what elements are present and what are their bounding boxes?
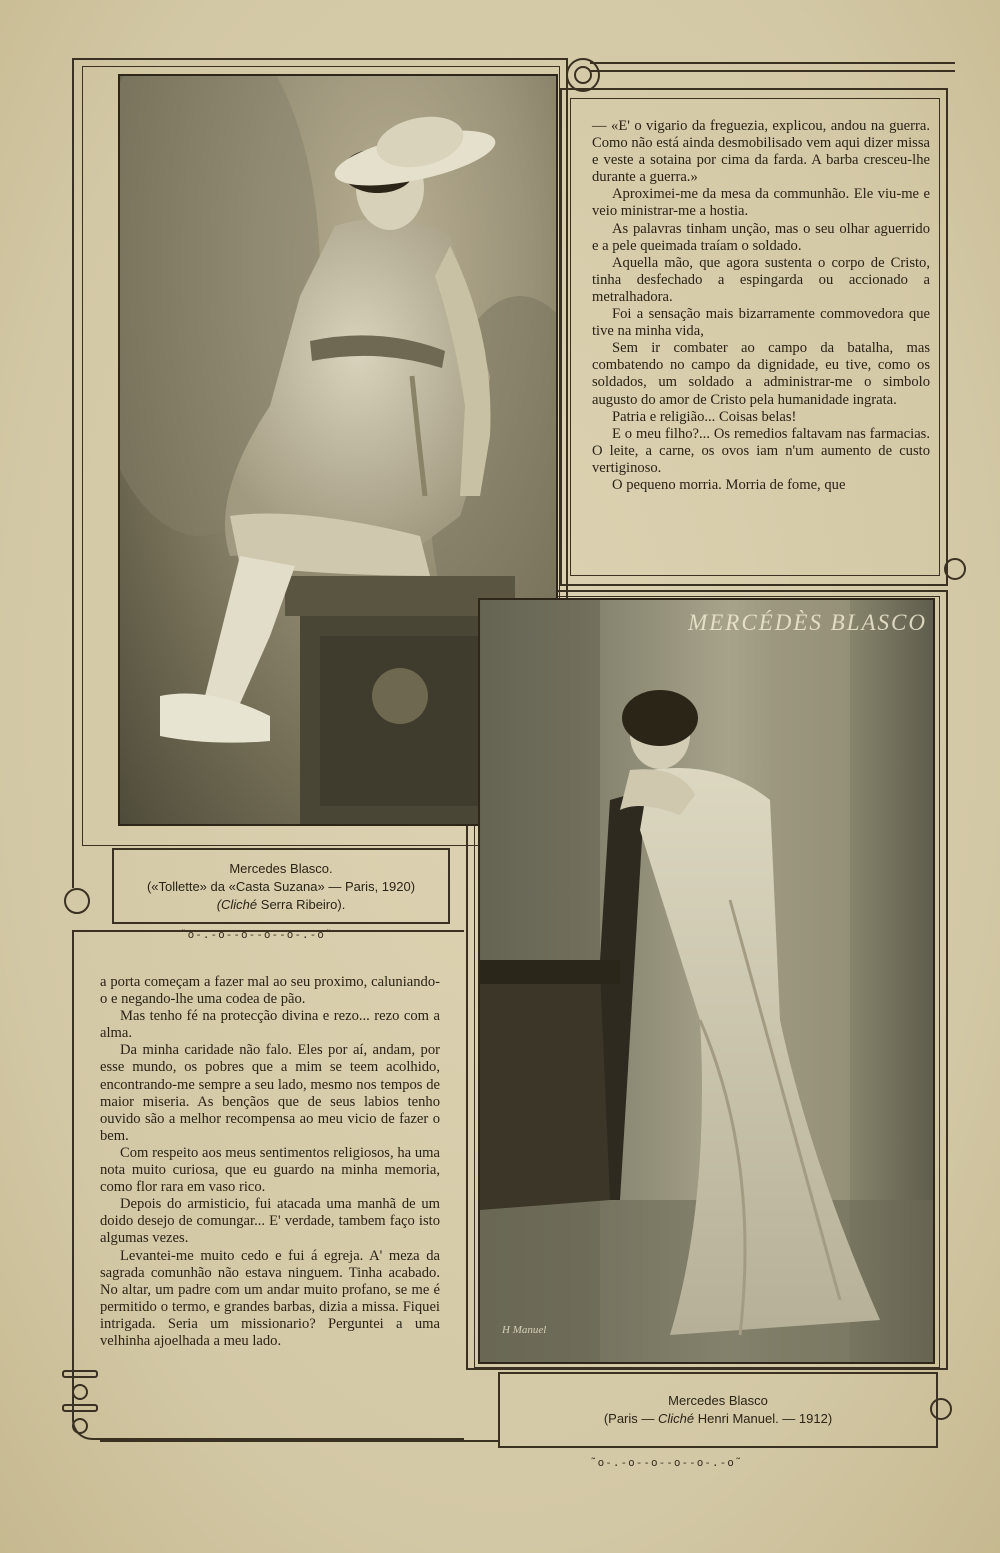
ornament-dots-right: ˜o-.-o--o--o--o-.-o˜ <box>590 1456 743 1469</box>
caption-2-cliche: Cliché <box>658 1411 695 1426</box>
paragraph: Com respeito aos meus sentimentos religiosos, ha uma nota muito curiosa, que eu guardo na minha memoria, como flor rara em vaso rico. <box>100 1144 440 1196</box>
paragraph: Aproximei-me da mesa da communhão. Ele viu-me e veio ministrar-me a hostia. <box>592 186 930 220</box>
paragraph: O pequeno morria. Morria de fome, que <box>612 476 846 493</box>
paragraph: E o meu filho?... Os remedios faltavam nas farmacias. O leite, a carne, os ovos iam n'um aumento de custo vertiginoso. <box>592 425 930 476</box>
photo-2-illustration <box>480 600 935 1364</box>
photo-2-signature: H Manuel <box>502 1324 547 1336</box>
caption-1-credit: Serra Ribeiro). <box>260 897 346 912</box>
ornament-bar <box>62 1404 98 1412</box>
ornament-scroll-right <box>944 558 966 580</box>
photo-mercedes-blasco-1912 <box>478 598 935 1364</box>
caption-photo-1 <box>112 860 450 914</box>
ornament-scroll-top-inner <box>574 66 592 84</box>
ornament-ring <box>72 1384 88 1400</box>
caption-1-cliche: (Cliché <box>216 897 258 912</box>
caption-2-line-2 <box>498 1410 938 1428</box>
paragraph: a porta começam a fazer mal ao seu proximo, caluniando-o e negando-lhe uma codea de pão. <box>100 974 440 1008</box>
paragraph: Foi a sensação mais bizarramente commovedora que tive na minha vida, <box>592 306 930 340</box>
caption-1-line-3 <box>112 896 450 914</box>
paragraph: Levantei-me muito cedo e fui á egreja. A' meza da sagrada comunhão não estava ninguem. Tinha acabado. No altar, um padre com um andar muito profano, se me é permitido o termo, e grandes barbas, dizia a missa. Fiquei intrigada. Seria um missionario? Perguntei a uma velhinha ajoelhada a meu lado. <box>100 1247 440 1349</box>
photo-2-watermark: MERCÉDÈS BLASCO <box>688 610 927 635</box>
ornament-ring <box>72 1418 88 1434</box>
paragraph: Patria e religião... Coisas belas! <box>612 408 797 425</box>
ornament-dots-left: ˜o-.-o--o--o--o-.-o˜ <box>180 928 333 941</box>
text-column-left <box>100 974 440 1350</box>
caption-1-line-1: Mercedes Blasco. <box>229 861 333 876</box>
text-column-right <box>592 118 930 494</box>
frame-top-rule-2 <box>590 70 955 72</box>
paragraph: Da minha caridade não falo. Eles por aí, andam, por esse mundo, os pobres que a mim se teem acolhido, encontrando-me sempre a seu lado, mesmo nos tempos de maior miseria. As bençãos que de seus labios tenho ouvido são a melhor recompensa ao meu vicio de fazer o bem. <box>100 1042 440 1144</box>
paragraph: As palavras tinham unção, mas o seu olhar aguerrido e a pele queimada traíam o soldado. <box>592 220 930 254</box>
caption-photo-2 <box>498 1392 938 1428</box>
ornament-bar <box>62 1370 98 1378</box>
paragraph: Mas tenho fé na protecção divina e rezo... rezo com a alma. <box>100 1008 440 1042</box>
frame-top-rule <box>590 62 955 64</box>
caption-2-credit: Henri Manuel. — 1912) <box>697 1411 833 1426</box>
caption-2-prefix: (Paris — <box>603 1411 655 1426</box>
ornament-scroll-left <box>64 888 90 914</box>
paragraph: Depois do armisticio, fui atacada uma manhã de um doido desejo de comungar... E' verdade, tambem faço isto algumas vezes. <box>100 1196 440 1247</box>
paragraph: Aquella mão, que agora sustenta o corpo de Cristo, tinha desfechado a espingarda ou accionado a metralhadora. <box>592 254 930 305</box>
ornament-side-block <box>62 1370 100 1440</box>
caption-1-line-2: («Tollette» da «Casta Suzana» — Paris, 1920) <box>146 879 416 894</box>
frame-left-text-rule <box>100 1440 498 1442</box>
caption-2-line-1: Mercedes Blasco <box>668 1393 768 1408</box>
paragraph: — «E' o vigario da freguezia, explicou, andou na guerra. Como não está ainda desmobilisado vem aqui dizer missa e veste a sotaina por cima da farda. A barba cresceu-lhe durante a guerra.» <box>592 118 930 186</box>
paragraph: Sem ir combater ao campo da batalha, mas combatendo no campo da dignidade, eu tive, como os soldados, um soldado a administrar-me o simbolo augusto do amor de Cristo pela humanidade ingrata. <box>592 340 930 408</box>
